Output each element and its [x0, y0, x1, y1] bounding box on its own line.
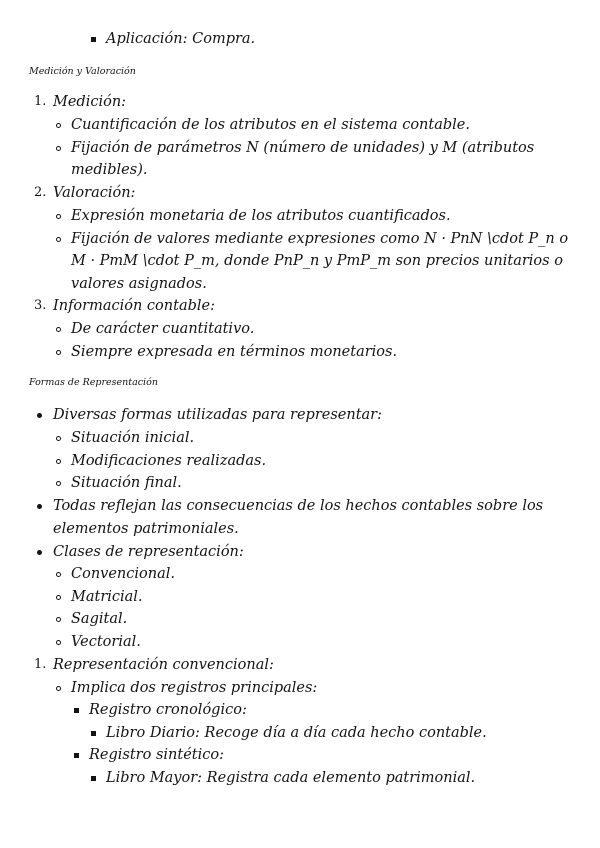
circle-bullet-icon: [56, 146, 61, 151]
term: Libro Diario:: [106, 725, 200, 741]
list-item: Fijación de valores mediante expresiones como N · PnN \cdot P_n o: [71, 231, 569, 247]
term-description: Registra cada elemento patrimonial.: [206, 770, 476, 786]
circle-bullet-icon: [56, 595, 61, 600]
list-item-continuation: valores asignados.: [71, 276, 207, 292]
list-item: Expresión monetaria de los atributos cuantificados.: [71, 208, 451, 224]
square-bullet-icon: [74, 708, 79, 713]
circle-bullet-icon: [56, 481, 61, 486]
square-bullet-icon: [91, 731, 96, 736]
circle-bullet-icon: [56, 327, 61, 332]
list-item: Registro cronológico:: [89, 702, 247, 718]
disc-bullet-icon: [37, 413, 42, 418]
list-item: Situación final.: [71, 475, 182, 491]
list-number: 1.: [34, 94, 47, 109]
list-item: Implica dos registros principales:: [71, 680, 318, 696]
list-item-continuation: medibles).: [71, 162, 148, 178]
list-number: 1.: [34, 657, 47, 672]
list-item: Medición:: [53, 94, 127, 110]
circle-bullet-icon: [56, 350, 61, 355]
list-item: Todas reflejan las consecuencias de los hechos contables sobre los: [53, 498, 544, 514]
circle-bullet-icon: [56, 686, 61, 691]
list-item: Valoración:: [53, 185, 136, 201]
section-heading-formas: Formas de Representación: [29, 377, 158, 388]
list-item: Registro sintético:: [89, 747, 224, 763]
disc-bullet-icon: [37, 550, 42, 555]
circle-bullet-icon: [56, 459, 61, 464]
circle-bullet-icon: [56, 436, 61, 441]
square-bullet-icon: [91, 37, 96, 42]
circle-bullet-icon: [56, 640, 61, 645]
list-item: Matricial.: [71, 589, 143, 605]
list-item-continuation: M · PmM \cdot P_m, donde PnP_n y PmP_m son precios unitarios o: [71, 253, 563, 269]
list-item-continuation: elementos patrimoniales.: [53, 521, 239, 537]
circle-bullet-icon: [56, 617, 61, 622]
list-item: Cuantificación de los atributos en el sistema contable.: [71, 117, 470, 133]
list-item: [106, 722, 487, 744]
list-item: Convencional.: [71, 566, 175, 582]
list-item: Sagital.: [71, 611, 128, 627]
circle-bullet-icon: [56, 214, 61, 219]
term: Libro Mayor:: [106, 770, 203, 786]
square-bullet-icon: [91, 776, 96, 781]
disc-bullet-icon: [37, 504, 42, 509]
list-item: Vectorial.: [71, 634, 141, 650]
list-item: De carácter cuantitativo.: [71, 321, 255, 337]
list-item: Siempre expresada en términos monetarios.: [71, 344, 398, 360]
list-item: Fijación de parámetros N (número de unidades) y M (atributos: [71, 140, 535, 156]
list-item: Representación convencional:: [53, 657, 274, 673]
circle-bullet-icon: [56, 123, 61, 128]
circle-bullet-icon: [56, 237, 61, 242]
list-number: 2.: [34, 185, 47, 200]
list-item: Situación inicial.: [71, 430, 195, 446]
list-item: Información contable:: [53, 298, 215, 314]
section-heading-medicion: Medición y Valoración: [29, 66, 136, 77]
square-bullet-icon: [74, 753, 79, 758]
circle-bullet-icon: [56, 572, 61, 577]
list-item: Diversas formas utilizadas para representar:: [53, 407, 382, 423]
list-number: 3.: [34, 298, 47, 313]
list-item: Modificaciones realizadas.: [71, 453, 267, 469]
list-item: Aplicación: Compra.: [106, 31, 256, 47]
term-description: Recoge día a día cada hecho contable.: [204, 725, 487, 741]
list-item: Clases de representación:: [53, 544, 244, 560]
list-item: [106, 767, 475, 789]
